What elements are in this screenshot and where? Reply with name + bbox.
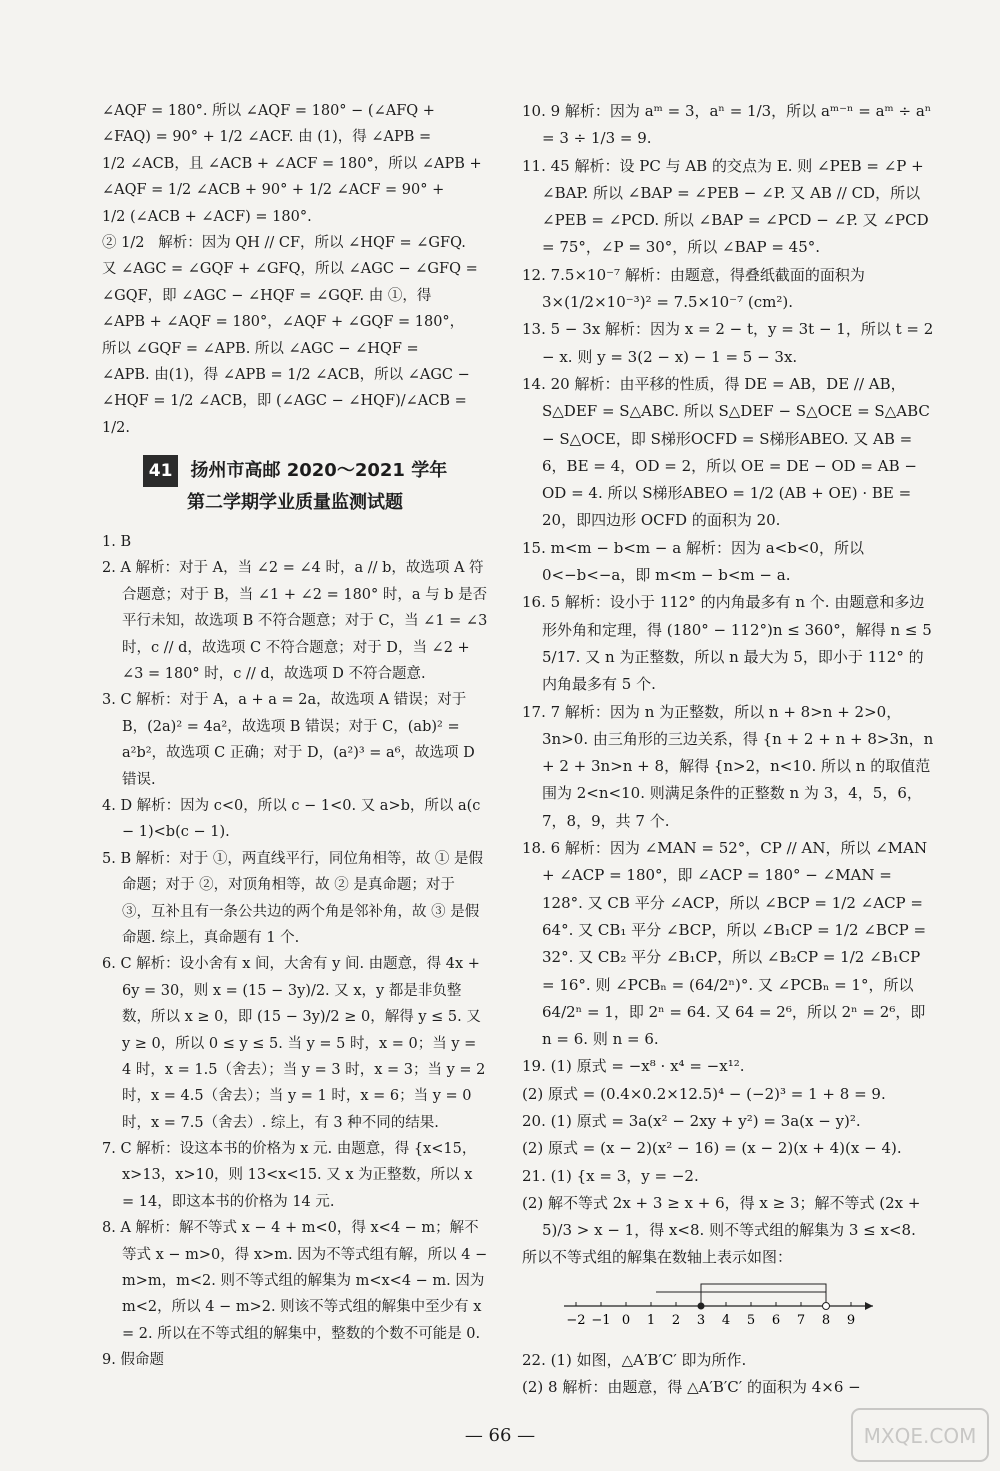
text-line: 又 ∠AGC = ∠GQF + ∠GFQ，所以 ∠AGC − ∠GFQ = xyxy=(102,261,478,278)
closed-endpoint-dot xyxy=(698,1302,705,1309)
answer-item: 15. m<m − b<m − a 解析：因为 a<b<0，所以 0<−b<−a，即 m<m − b<m − a. xyxy=(522,538,864,585)
answer-item: 14. 20 解析：由平移的性质，得 DE = AB，DE // AB，S△DEF = S△ABC. 所以 S△DEF − S△OCE = S△ABC − S△OCE，即 S梯形OCFD = S梯形ABEO. 又 AB = 6，BE = 4，OD = 2，所以 OE = DE − OD = AB − OD = 4. 所以 S梯形ABEO = 1/2 (AB + OE) · BE = 20，即四边形 OCFD 的面积为 20. xyxy=(522,374,930,530)
answer-item: 21. (1) {x = 3，y = −2. xyxy=(522,1166,699,1185)
tick-label: 6 xyxy=(771,1312,781,1328)
right-column xyxy=(522,98,934,1402)
text-line: ∠FAQ) = 90° + 1/2 ∠ACF. 由 (1)，得 ∠APB = xyxy=(102,129,432,146)
answer-item: 7. C 解析：设这本书的价格为 x 元. 由题意，得 {x<15，x>13，x>10，则 13<x<15. 又 x 为正整数，所以 x = 14，即这本书的价格为 14 元. xyxy=(102,1141,477,1210)
section-number-badge: 41 xyxy=(143,455,179,487)
tick-label: 1 xyxy=(646,1312,656,1328)
answer-item: (2) 8 解析：由题意，得 △A′B′C′ 的面积为 4×6 − xyxy=(522,1378,861,1397)
tick-label: 9 xyxy=(846,1312,856,1328)
tick-label: 8 xyxy=(821,1312,831,1328)
axis-arrow-icon xyxy=(865,1302,873,1310)
text-line: ∠APB. 由(1)，得 ∠APB = 1/2 ∠ACB，所以 ∠AGC − xyxy=(102,366,470,383)
section-title: 扬州市高邮 2020～2021 学年 xyxy=(190,460,448,482)
text-line: ∠HQF = 1/2 ∠ACB，即 (∠AGC − ∠HQF)/∠ACB = 1/2. xyxy=(102,393,472,436)
text-line: 1/2 ∠ACB，且 ∠ACB + ∠ACF = 180°，所以 ∠APB + xyxy=(102,155,482,172)
answer-item: 19. (1) 原式 = −x⁸ · x⁴ = −x¹². xyxy=(522,1057,745,1076)
number-line-figure xyxy=(562,1278,934,1343)
answer-item: 2. A 解析：对于 A，当 ∠2 = ∠4 时，a // b，故选项 A 符合题意；对于 B，当 ∠1 + ∠2 = 180° 时，a 与 b 是否平行未知，故选项 B 不符合题意；对于 C，当 ∠1 = ∠3 时，c // d，故选项 C 不符合题意；对于 D，当 ∠2 + ∠3 = 180° 时，c // d，故选项 D 不符合题意. xyxy=(102,560,488,683)
left-column xyxy=(102,98,488,1374)
answer-item: 12. 7.5×10⁻⁷ 解析：由题意，得叠纸截面的面积为 3×(1/2×10⁻³)² = 7.5×10⁻⁷ (cm²). xyxy=(522,265,865,312)
text-line: ∠AQF = 180°. 所以 ∠AQF = 180° − (∠AFQ + xyxy=(102,103,435,119)
watermark-text: MXQE.COM xyxy=(863,1424,977,1448)
answer-item: 5. B 解析：对于 ①，两直线平行，同位角相等，故 ① 是假命题；对于 ②，对顶角相等，故 ② 是真命题；对于 ③，互补且有一条公共边的两个角是邻补角，故 ③ 是假命题. 综上，真命题有 1 个. xyxy=(102,850,484,946)
answer-item: 1. B xyxy=(102,534,132,551)
tick-label: 3 xyxy=(696,1312,706,1328)
answer-item: 11. 45 解析：设 PC 与 AB 的交点为 E. 则 ∠PEB = ∠P + ∠BAP. 所以 ∠BAP = ∠PEB − ∠P. 又 AB // CD，所以 ∠PEB = ∠PCD. 所以 ∠BAP = ∠PCD − ∠P. 又 ∠PCD = 75°，∠P = 30°，所以 ∠BAP = 45°. xyxy=(522,156,929,257)
answer-item: 17. 7 解析：因为 n 为正整数，所以 n + 8>n + 2>0，3n>0. 由三角形的三边关系，得 {n + 2 + n + 8>3n，n + 2 + 3n>n + 8，解得 {n>2，n<10. 所以 n 的取值范围为 2<n<10. 则满足条件的正整数 n 为 3，4，5，6，7，8，9，共 7 个. xyxy=(522,702,934,830)
tick-label: 2 xyxy=(671,1312,681,1328)
answer-item: 22. (1) 如图，△A′B′C′ 即为所作. xyxy=(522,1351,747,1370)
answer-item: (2) 原式 = (0.4×0.2×12.5)⁴ − (−2)³ = 1 + 8 = 9. xyxy=(522,1084,886,1103)
text-line: 所以 ∠GQF = ∠APB. 所以 ∠AGC − ∠HQF = xyxy=(102,340,419,357)
tick-label: 7 xyxy=(796,1312,806,1328)
answer-item: 所以不等式组的解集在数轴上表示如图： xyxy=(522,1248,793,1267)
section-subtitle: 第二学期学业质量监测试题 xyxy=(187,492,403,514)
answer-item: 8. A 解析：解不等式 x − 4 + m<0，得 x<4 − m；解不等式 x − m>0，得 x>m. 因为不等式组有解，所以 4 − m>m，m<2. 则不等式组的解集为 m<x<4 − m. 因为 m<2，所以 4 − m>2. 则该不等式组的解集中至少有 x = 2. 所以在不等式组的解集中，整数的个数不可能是 0. xyxy=(102,1220,488,1342)
solution-bracket xyxy=(701,1284,826,1306)
answer-item: 3. C 解析：对于 A，a + a = 2a，故选项 A 错误；对于 B，(2a)² = 4a²，故选项 B 错误；对于 C，(ab)² = a²b²，故选项 C 正确；对于 D，(a²)³ = a⁶，故选项 D 错误. xyxy=(102,692,475,788)
answer-item: 4. D 解析：因为 c<0，所以 c − 1<0. 又 a>b，所以 a(c − 1)<b(c − 1). xyxy=(102,797,481,841)
answer-item: (2) 解不等式 2x + 3 ≥ x + 6，得 x ≥ 3；解不等式 (2x + 5)/3 > x − 1，得 x<8. 则不等式组的解集为 3 ≤ x<8. xyxy=(522,1193,921,1240)
text-line: ② 1/2 解析：因为 QH // CF，所以 ∠HQF = ∠GFQ. xyxy=(102,234,466,251)
text-line: ∠GQF，即 ∠AGC − ∠HQF = ∠GQF. 由 ①，得 xyxy=(102,287,432,304)
tick-label: 4 xyxy=(721,1312,731,1328)
tick-label: 5 xyxy=(746,1312,756,1328)
answer-item: 6. C 解析：设小舍有 x 间，大舍有 y 间. 由题意，得 4x + 6y = 30，则 x = (15 − 3y)/2. 又 x，y 都是非负整数，所以 x ≥ 0，即 (15 − 3y)/2 ≥ 0，解得 y ≤ 5. 又 y ≥ 0，所以 0 ≤ y ≤ 5. 当 y = 5 时，x = 0；当 y = 4 时，x = 1.5（舍去）；当 y = 3 时，x = 3；当 y = 2 时，x = 4.5（舍去）；当 y = 1 时，x = 6；当 y = 0 时，x = 7.5（舍去）. 综上，有 3 种不同的结果. xyxy=(102,956,486,1131)
answer-item: 10. 9 解析：因为 aᵐ = 3，aⁿ = 1/3，所以 aᵐ⁻ⁿ = aᵐ ÷ aⁿ = 3 ÷ 1/3 = 9. xyxy=(522,102,932,148)
page-number: — 66 — xyxy=(464,1425,536,1446)
text-line: ∠APB + ∠AQF = 180°，∠AQF + ∠GQF = 180°， xyxy=(102,314,465,331)
watermark-logo xyxy=(850,1407,990,1463)
tick-label: −2 xyxy=(566,1312,586,1328)
text-line: ∠AQF = 1/2 ∠ACB + 90° + 1/2 ∠ACF = 90° + xyxy=(102,182,445,199)
open-endpoint-circle xyxy=(823,1302,830,1309)
answer-item: 9. 假命题 xyxy=(102,1352,164,1369)
answer-item: 20. (1) 原式 = 3a(x² − 2xy + y²) = 3a(x − y)². xyxy=(522,1111,861,1130)
tick-label: 0 xyxy=(621,1312,631,1328)
answer-item: (2) 原式 = (x − 2)(x² − 16) = (x − 2)(x + 4)(x − 4). xyxy=(522,1139,902,1158)
answer-item: 16. 5 解析：设小于 112° 的内角最多有 n 个. 由题意和多边形外角和定理，得 (180° − 112°)n ≤ 360°，解得 n ≤ 5 5/17. 又 n 为正整数，所以 n 最大为 5，即小于 112° 的内角最多有 5 个. xyxy=(522,593,932,694)
section-banner xyxy=(102,455,488,519)
number-line xyxy=(562,1278,902,1334)
tick-label: −1 xyxy=(591,1312,611,1328)
answer-item: 18. 6 解析：因为 ∠MAN = 52°，CP // AN，所以 ∠MAN + ∠ACP = 180°，即 ∠ACP = 180° − ∠MAN = 128°. 又 CB 平分 ∠ACP，所以 ∠BCP = 1/2 ∠ACP = 64°. 又 CB₁ 平分 ∠BCP，所以 ∠B₁CP = 1/2 ∠BCP = 32°. 又 CB₂ 平分 ∠B₁CP，所以 ∠B₂CP = 1/2 ∠B₁CP = 16°. 则 ∠PCBₙ = (64/2ⁿ)°. 又 ∠PCBₙ = 1°，所以 64/2ⁿ = 1，即 2ⁿ = 64. 又 64 = 2⁶，所以 2ⁿ = 2⁶，即 n = 6. 则 n = 6. xyxy=(522,839,928,1049)
text-line: 1/2 (∠ACB + ∠ACF) = 180°. xyxy=(102,208,312,225)
answer-item: 13. 5 − 3x 解析：因为 x = 2 − t，y = 3t − 1，所以 t = 2 − x. 则 y = 3(2 − x) − 1 = 5 − 3x. xyxy=(522,320,934,366)
